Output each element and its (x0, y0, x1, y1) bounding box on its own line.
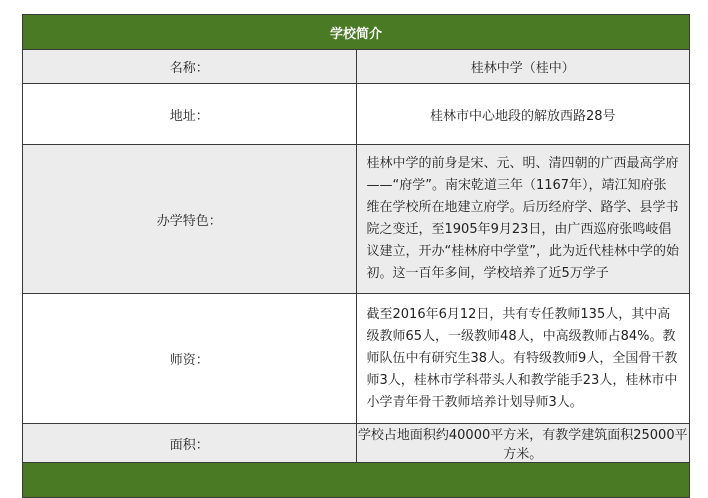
table-row-address (23, 84, 690, 145)
table-footer-row (23, 463, 690, 498)
table-footer-bar (23, 463, 690, 498)
table-row-faculty (23, 294, 690, 424)
table-row-features (23, 145, 690, 294)
row-value-area: 学校占地面积约40000平方米，有教学建筑面积25000平方米。 (356, 424, 690, 463)
table-row-name (23, 50, 690, 84)
row-value-faculty: 截至2016年6月12日，共有专任教师135人，其中高级教师65人，一级教师48人，中高级教师占84%。教师队伍中有研究生38人。有特级教师9人，全国骨干教师3人，桂林市学科带头人和教学能手23人，桂林市中小学青年骨干教师培养计划导师3人。 (356, 294, 690, 424)
row-label-features: 办学特色： (23, 145, 357, 294)
school-intro-table (22, 14, 690, 498)
table-row-area (23, 424, 690, 463)
school-intro-container (22, 14, 690, 498)
row-label-address: 地址： (23, 84, 357, 145)
row-label-area: 面积： (23, 424, 357, 463)
row-value-features: 桂林中学的前身是宋、元、明、清四朝的广西最高学府——“府学”。南宋乾道三年（1167年），靖江知府张维在学校所在地建立府学。后历经府学、路学、县学书院之变迁，至1905年9月23日，由广西巡府张鸣岐倡议建立，开办“桂林府中学堂”，此为近代桂林中学的始初。这一百年多间，学校培养了近5万学子 (356, 145, 690, 294)
table-header-row (23, 15, 690, 50)
row-value-name: 桂林中学（桂中） (356, 50, 690, 84)
row-label-name: 名称： (23, 50, 357, 84)
table-title: 学校简介 (23, 15, 690, 50)
row-value-address: 桂林市中心地段的解放西路28号 (356, 84, 690, 145)
row-label-faculty: 师资： (23, 294, 357, 424)
